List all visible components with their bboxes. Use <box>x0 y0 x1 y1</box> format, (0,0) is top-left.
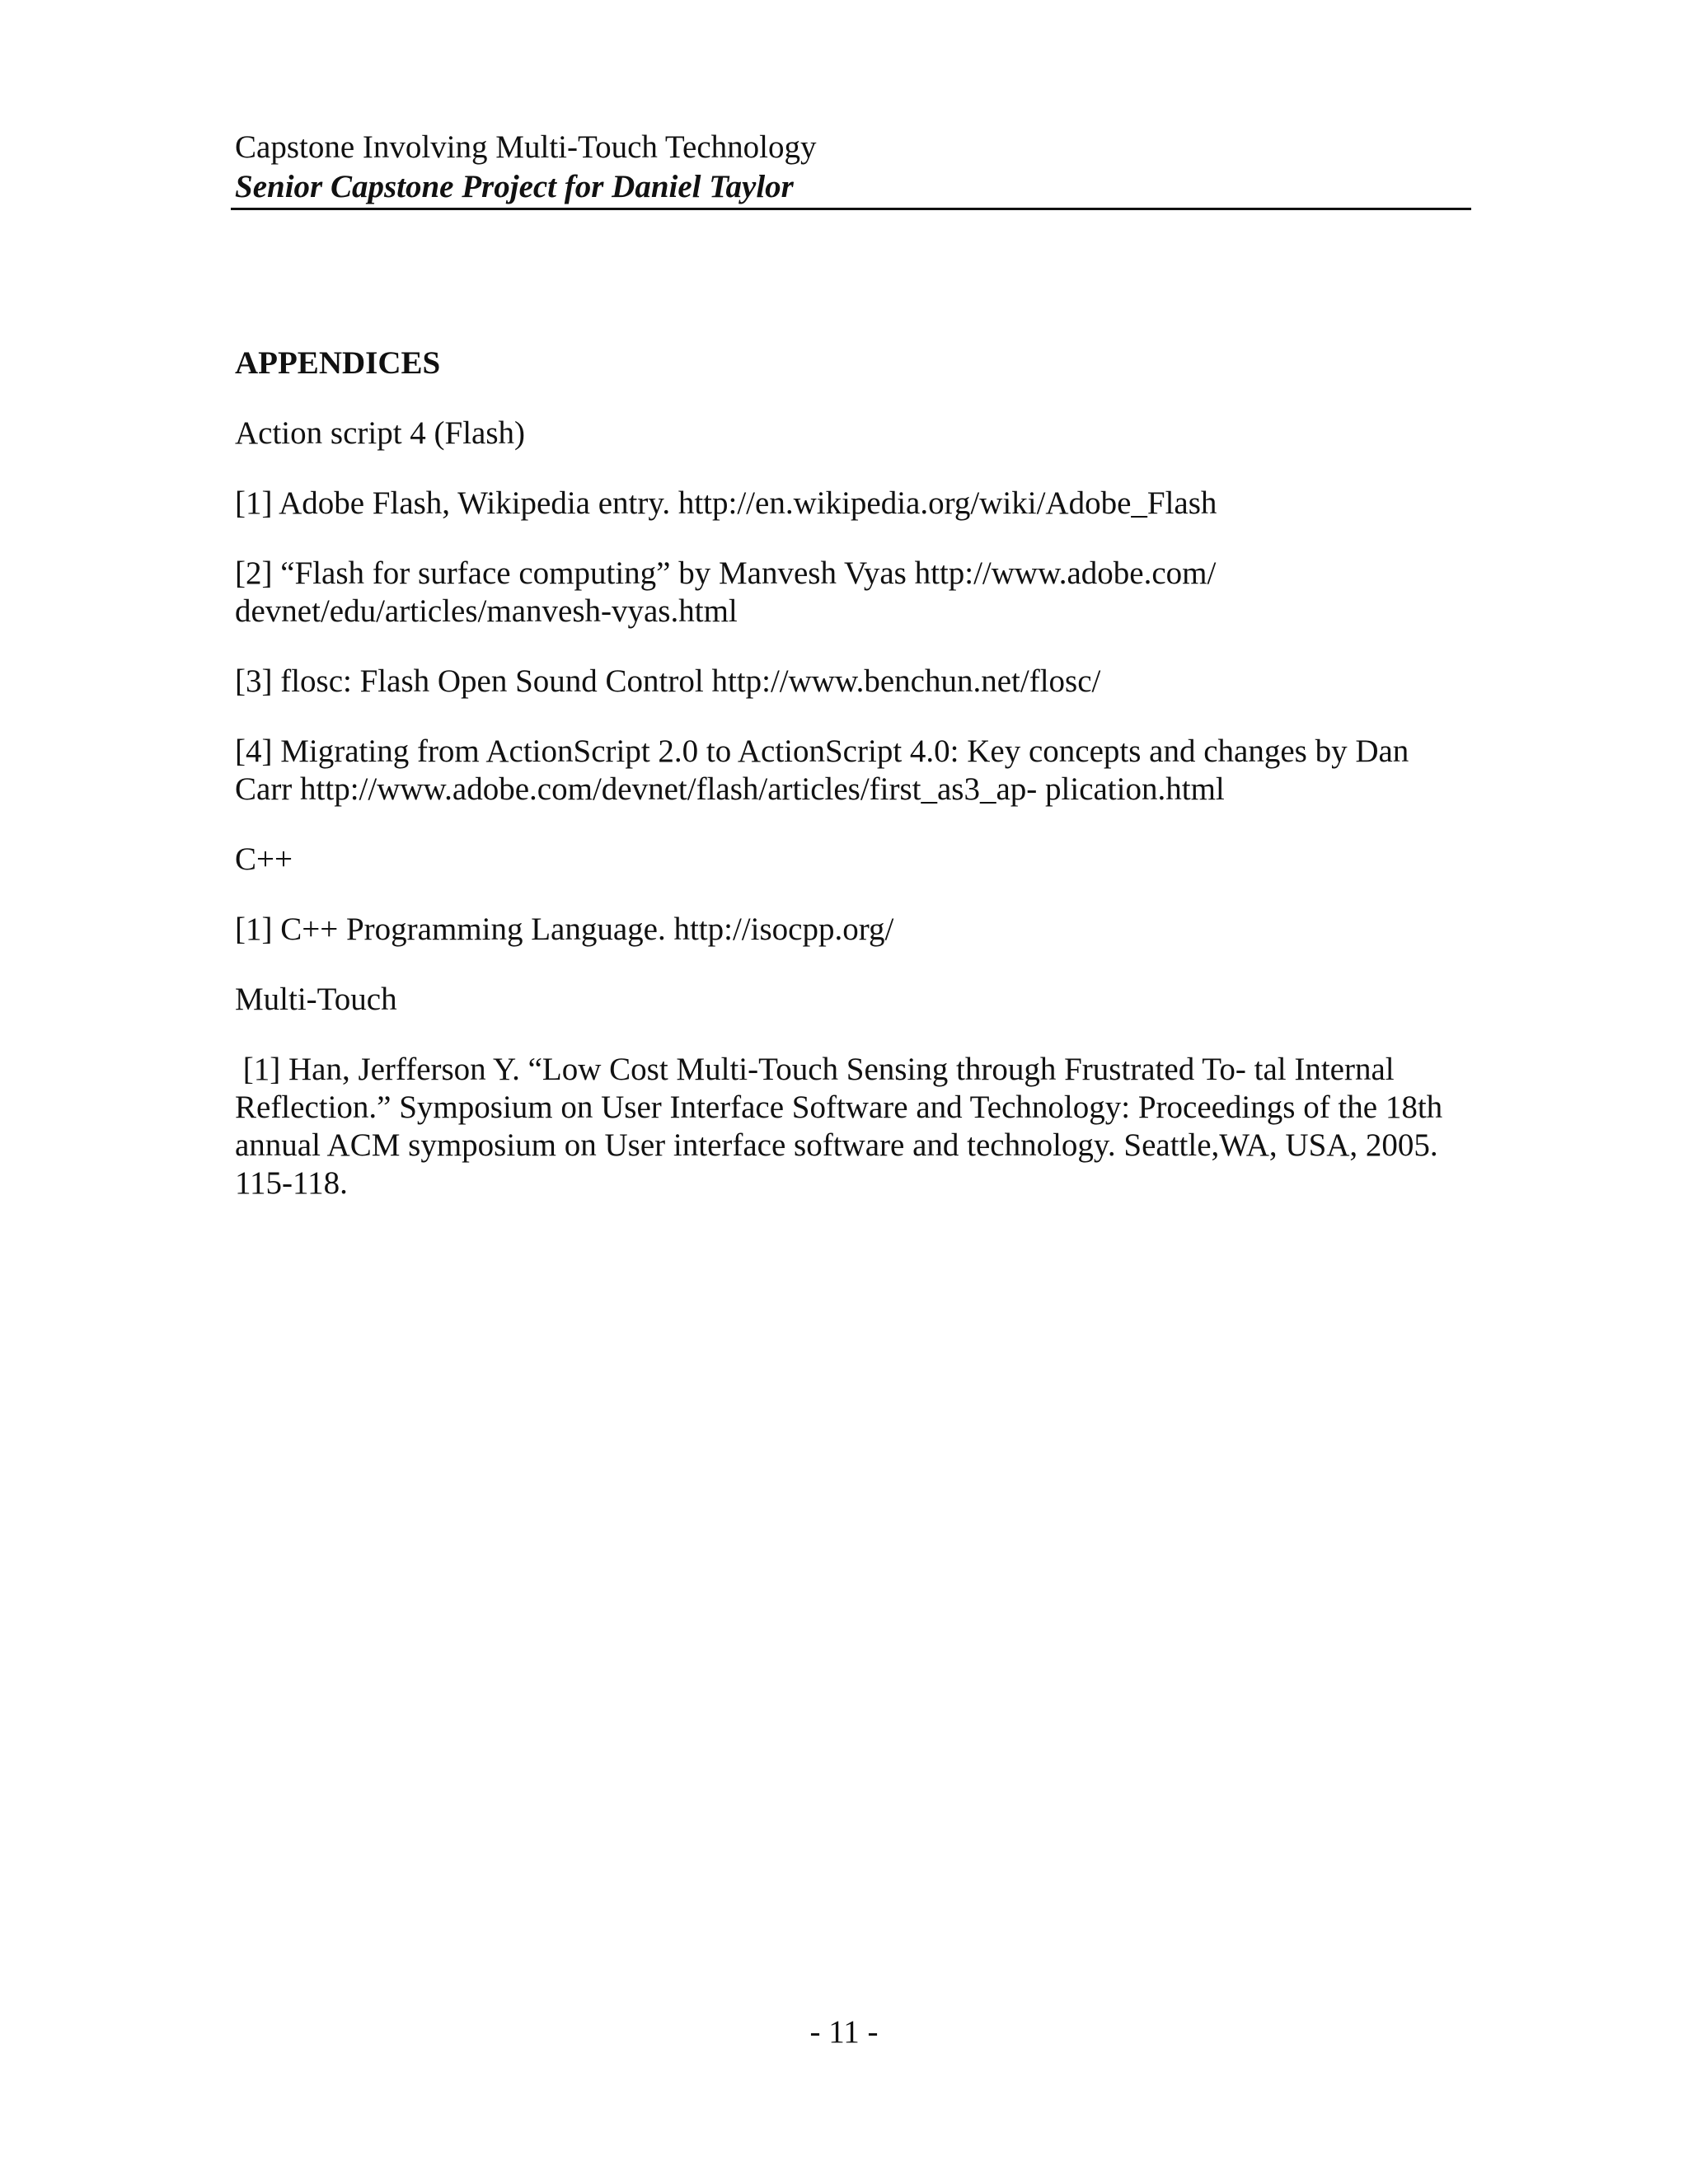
header-title: Capstone Involving Multi-Touch Technology <box>235 129 817 165</box>
reference-item: [1] Han, Jerfferson Y. “Low Cost Multi-Touch Sensing through Frustrated To- tal Internal Reflection.” Symposium on User Interface Software and Technology: Proceedings of the 18th annual ACM symposium on User interface software and technology. Seattle,WA, USA, 2005. 115-118. <box>235 1052 1451 1201</box>
reference-item: [1] Adobe Flash, Wikipedia entry. http://en.wikipedia.org/wiki/Adobe_Flash <box>235 485 1217 521</box>
reference-item: [3] flosc: Flash Open Sound Control http://www.benchun.net/flosc/ <box>235 663 1101 699</box>
reference-item: [4] Migrating from ActionScript 2.0 to ActionScript 4.0: Key concepts and changes by Dan Carr http://www.adobe.com/devnet/flash/articles/first_as3_ap- plication.html <box>235 733 1418 807</box>
header-divider <box>231 208 1471 210</box>
reference-item: [1] C++ Programming Language. http://isocpp.org/ <box>235 912 894 947</box>
page-number: - 11 - <box>809 2014 879 2050</box>
reference-item: [2] “Flash for surface computing” by Manvesh Vyas http://www.adobe.com/ devnet/edu/articles/manvesh-vyas.html <box>235 555 1225 629</box>
header-subtitle: Senior Capstone Project for Daniel Taylor <box>235 169 794 204</box>
section-title-cpp: C++ <box>235 841 293 877</box>
document-body <box>235 344 1471 1235</box>
appendices-heading: APPENDICES <box>235 345 441 381</box>
page-header <box>235 128 1471 207</box>
section-title-multitouch: Multi-Touch <box>235 982 397 1017</box>
section-title-actionscript: Action script 4 (Flash) <box>235 415 526 451</box>
